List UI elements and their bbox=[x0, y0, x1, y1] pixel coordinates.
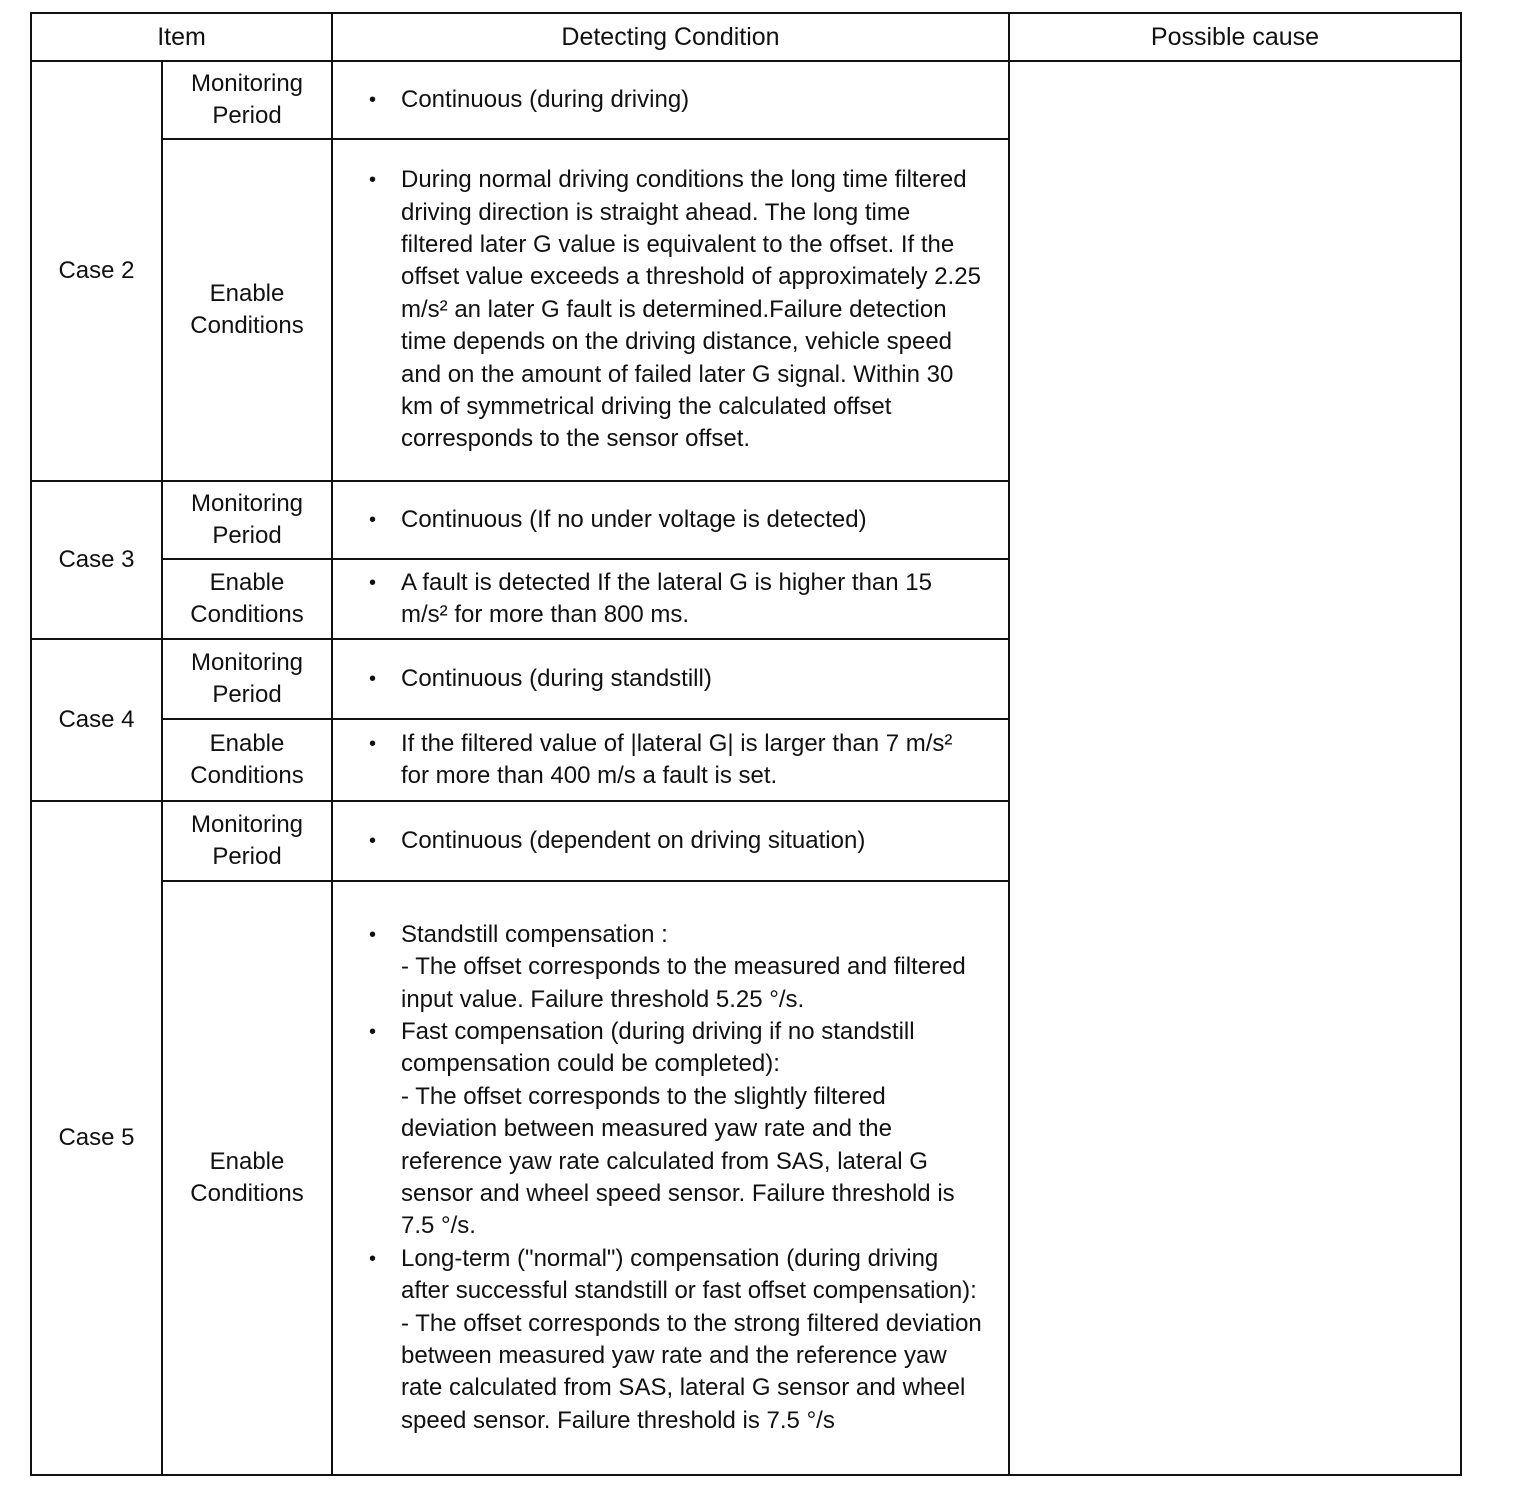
enable-conditions-text bbox=[332, 881, 1009, 1475]
compensation-item bbox=[369, 919, 988, 1016]
item-label-line: Period bbox=[212, 843, 282, 870]
item-label-line: Monitoring bbox=[190, 70, 304, 97]
case-label: Case 4 bbox=[31, 639, 162, 801]
enable-conditions-text bbox=[332, 139, 1009, 481]
compensation-detail: - The offset corresponds to the measured and filtered input value. Failure threshold 5.25 °/s. bbox=[401, 953, 966, 1013]
monitoring-period-label bbox=[162, 639, 332, 719]
item-label-line: Conditions bbox=[190, 601, 304, 628]
item-label-line: Period bbox=[212, 522, 282, 549]
enable-conditions-text bbox=[332, 719, 1009, 801]
condition-bullet: • If the filtered value of |lateral G| is larger than 7 m/s² for more than 400 m/s a fault is set. bbox=[369, 728, 978, 793]
item-label-line: Conditions bbox=[190, 762, 304, 789]
item-label-line: Conditions bbox=[190, 1180, 304, 1207]
header-row bbox=[31, 13, 1461, 61]
monitoring-period-label bbox=[162, 481, 332, 559]
compensation-title: • Long-term ("normal") compensation (during driving after successful standstill or fast offset compensation): bbox=[401, 1244, 977, 1305]
enable-conditions-label bbox=[162, 881, 332, 1475]
enable-conditions-text bbox=[332, 559, 1009, 639]
condition-bullet: • Continuous (If no under voltage is detected) bbox=[369, 504, 1008, 536]
case-label: Case 2 bbox=[31, 61, 162, 481]
condition-bullet: • During normal driving conditions the long time filtered driving direction is straight ahead. The long time filtered later G value is equivalent to the offset. If the offset value exceeds a threshold of approximately 2.25 m/s² an later G fault is determined.Failure detection time depends on the driving distance, vehicle speed and on the amount of failed later G signal. Within 30 km of symmetrical driving the calculated offset corresponds to the sensor offset. bbox=[369, 164, 988, 456]
case-label: Case 3 bbox=[31, 481, 162, 639]
compensation-item bbox=[369, 1243, 988, 1437]
compensation-title: • Fast compensation (during driving if no standstill compensation could be completed): bbox=[401, 1017, 915, 1078]
item-label-line: Enable bbox=[209, 569, 285, 596]
compensation-detail: - The offset corresponds to the strong filtered deviation between measured yaw rate and the reference yaw rate calculated from SAS, lateral G sensor and wheel speed sensor. Failure threshold is 7.5 °/s bbox=[401, 1309, 982, 1434]
item-label-line: Enable bbox=[209, 280, 285, 307]
monitoring-period-condition bbox=[332, 61, 1009, 139]
item-label-line: Conditions bbox=[190, 312, 304, 339]
compensation-item bbox=[369, 1016, 988, 1243]
item-label-line: Enable bbox=[209, 1148, 285, 1175]
monitoring-period-label bbox=[162, 61, 332, 139]
monitoring-period-condition bbox=[332, 481, 1009, 559]
item-label-line: Monitoring bbox=[190, 649, 304, 676]
header-item: Item bbox=[31, 13, 332, 61]
condition-bullet: • Continuous (during driving) bbox=[369, 84, 1008, 116]
case-label: Case 5 bbox=[31, 801, 162, 1475]
monitoring-period-condition bbox=[332, 639, 1009, 719]
item-label-line: Monitoring bbox=[190, 811, 304, 838]
compensation-detail: - The offset corresponds to the slightly filtered deviation between measured yaw rate and the reference yaw rate calculated from SAS, lateral G sensor and wheel speed sensor. Failure threshold is 7.5 °/s. bbox=[401, 1082, 955, 1240]
header-detecting-condition: Detecting Condition bbox=[332, 13, 1009, 61]
condition-bullet: • Continuous (dependent on driving situation) bbox=[369, 825, 1008, 857]
enable-conditions-label bbox=[162, 139, 332, 481]
header-possible-cause: Possible cause bbox=[1009, 13, 1461, 61]
dtc-condition-table bbox=[30, 12, 1462, 1476]
item-label-line: Period bbox=[212, 681, 282, 708]
monitoring-period-condition bbox=[332, 801, 1009, 881]
monitoring-period-label bbox=[162, 801, 332, 881]
enable-conditions-label bbox=[162, 719, 332, 801]
condition-bullet: • A fault is detected If the lateral G is higher than 15 m/s² for more than 800 ms. bbox=[369, 567, 948, 632]
condition-bullet: • Continuous (during standstill) bbox=[369, 663, 1008, 695]
possible-cause-cell bbox=[1009, 61, 1461, 1475]
compensation-title: • Standstill compensation : bbox=[401, 920, 668, 948]
item-label-line: Period bbox=[212, 102, 282, 129]
enable-conditions-label bbox=[162, 559, 332, 639]
case2-monitoring-row bbox=[31, 61, 1461, 139]
item-label-line: Monitoring bbox=[190, 490, 304, 517]
item-label-line: Enable bbox=[209, 730, 285, 757]
